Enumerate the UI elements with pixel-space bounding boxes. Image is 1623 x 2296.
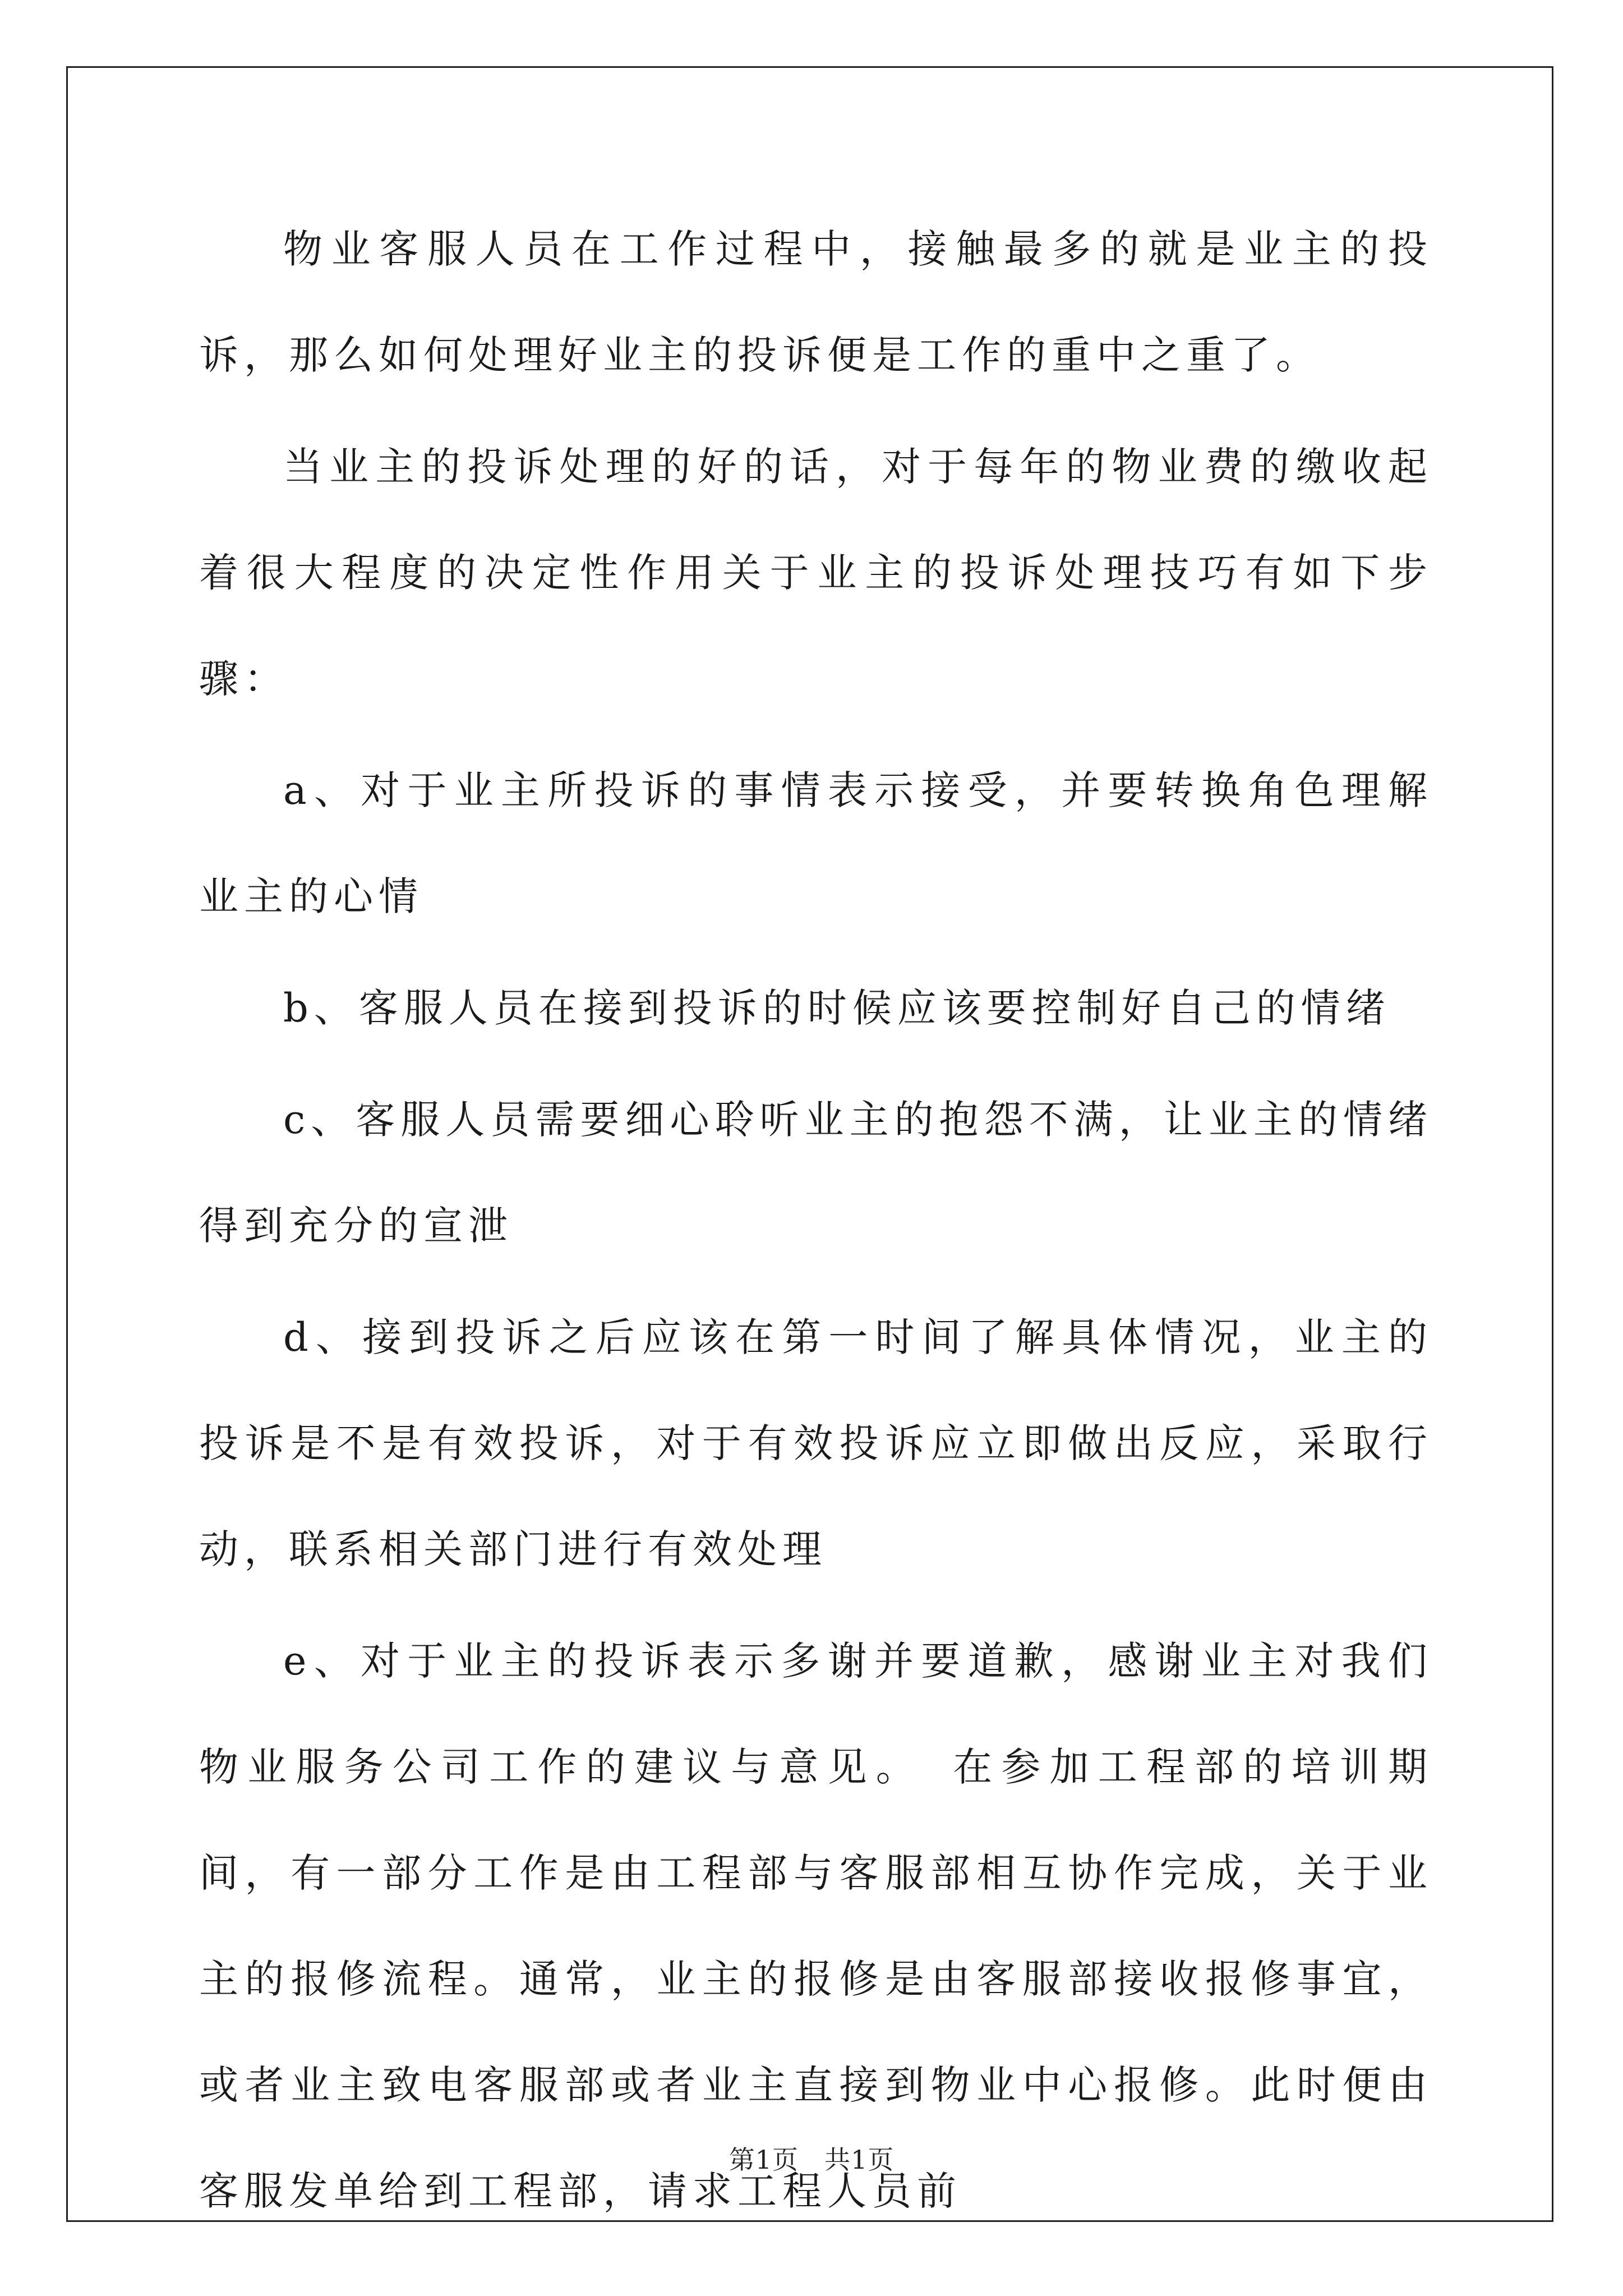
page-number-total: 共1页 xyxy=(824,2145,895,2175)
paragraph-step-b: b、客服人员在接到投诉的时候应该要控制好自己的情绪 xyxy=(283,985,1391,1031)
paragraph-intro: 物业客服人员在工作过程中，接触最多的就是业主的投诉，那么如何处理好业主的投诉便是工作的重中之重了。 xyxy=(199,226,1433,378)
paragraph-steps-intro: 当业主的投诉处理的好的话，对于每年的物业费的缴收起着很大程度的决定性作用关于业主的投诉处理技巧有如下步骤： xyxy=(199,444,1433,702)
page-number-current: 第1页 xyxy=(728,2145,799,2175)
page-footer xyxy=(0,2139,1623,2177)
paragraph-step-c: c、客服人员需要细心聆听业主的抱怨不满，让业主的情绪得到充分的宣泄 xyxy=(199,1097,1433,1249)
paragraph-step-d: d、接到投诉之后应该在第一时间了解具体情况，业主的投诉是不是有效投诉，对于有效投诉应立即做出反应，采取行动，联系相关部门进行有效处理 xyxy=(199,1314,1433,1572)
document-body xyxy=(199,196,1433,2250)
paragraph-step-a: a、对于业主所投诉的事情表示接受，并要转换角色理解业主的心情 xyxy=(199,767,1433,919)
paragraph-step-e: e、对于业主的投诉表示多谢并要道歉，感谢业主对我们物业服务公司工作的建议与意见。 在参加工程部的培训期间，有一部分工作是由工程部与客服部相互协作完成，关于业主的报修流程。通常，业主的报修是由客服部接收报修事宜，或者业主致电客服部或者业主直接到物业中心报修。此时便由客服发单给到工程部，请求工程人员前 xyxy=(199,1638,1433,2214)
